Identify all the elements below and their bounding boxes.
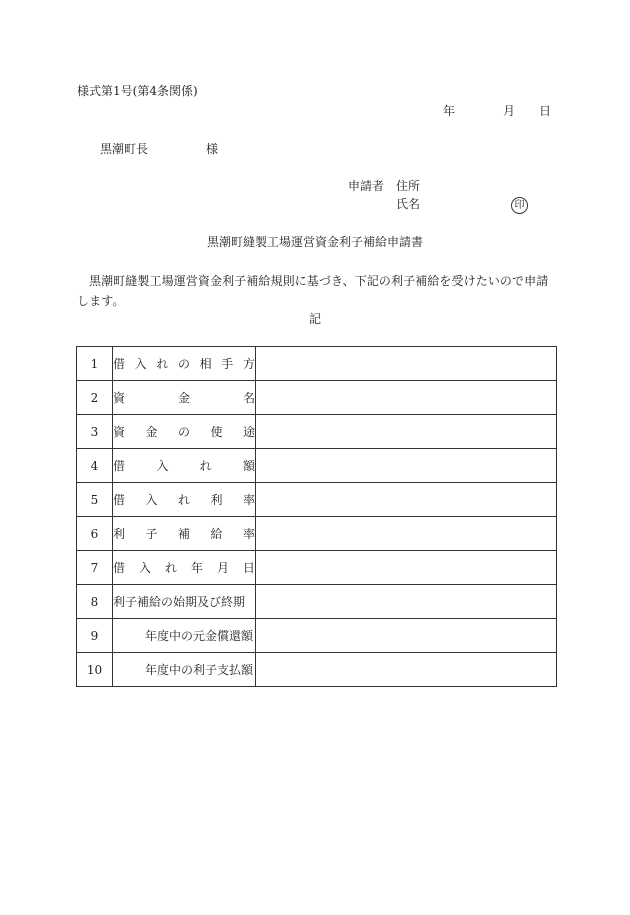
date-day: 日 [539, 104, 552, 118]
row-label [113, 381, 256, 415]
row-value-field[interactable] [256, 551, 557, 585]
date-month: 月 [503, 104, 516, 118]
row-number: 5 [77, 483, 113, 517]
table-row [77, 653, 557, 687]
row-label [113, 551, 256, 585]
row-number: 10 [77, 653, 113, 687]
row-number: 2 [77, 381, 113, 415]
addressee [100, 142, 218, 156]
row-value-field[interactable] [256, 381, 557, 415]
row-number: 9 [77, 619, 113, 653]
table-row [77, 517, 557, 551]
row-value-field[interactable] [256, 415, 557, 449]
form-number: 様式第1号(第4条関係) [77, 84, 198, 98]
row-number: 7 [77, 551, 113, 585]
addressee-honorific: 様 [206, 142, 219, 156]
items-table [76, 346, 557, 687]
table-row [77, 483, 557, 517]
row-number: 8 [77, 585, 113, 619]
row-label [113, 619, 256, 653]
row-value-field[interactable] [256, 517, 557, 551]
table-row [77, 551, 557, 585]
row-label-text: 資 金 名 [113, 391, 255, 405]
table-row [77, 619, 557, 653]
ki-heading: 記 [308, 312, 321, 326]
row-value-field[interactable] [256, 347, 557, 381]
document-title: 黒潮町縫製工場運営資金利子補給申請書 [206, 235, 423, 249]
row-label-text: 借 入 れ の 相 手 方 [113, 357, 255, 371]
seal-mark: 印 [511, 197, 528, 214]
row-label [113, 653, 256, 687]
applicant-address-line [348, 179, 420, 193]
row-value-field[interactable] [256, 449, 557, 483]
table-row [77, 585, 557, 619]
date-year: 年 [443, 104, 456, 118]
row-value-field[interactable] [256, 653, 557, 687]
table-row [77, 347, 557, 381]
applicant-name-line [396, 197, 420, 211]
row-label [113, 483, 256, 517]
row-label-text: 年度中の利子支払額 [144, 663, 253, 677]
row-label [113, 449, 256, 483]
row-label-text: 利子補給の始期及び終期 [113, 595, 246, 609]
addressee-office: 黒潮町長 [100, 142, 149, 156]
address-label: 住所 [396, 179, 421, 193]
row-number: 4 [77, 449, 113, 483]
row-label [113, 415, 256, 449]
row-label-text: 借 入 れ 利 率 [113, 493, 255, 507]
table-row [77, 449, 557, 483]
row-label [113, 517, 256, 551]
row-label [113, 585, 256, 619]
date-line [443, 104, 551, 118]
applicant-role: 申請者 [348, 179, 385, 193]
row-label [113, 347, 256, 381]
name-label: 氏名 [396, 197, 421, 211]
row-label-text: 利 子 補 給 率 [113, 527, 255, 541]
row-label-text: 年度中の元金償還額 [144, 629, 253, 643]
row-value-field[interactable] [256, 585, 557, 619]
row-number: 1 [77, 347, 113, 381]
body-text: 黒潮町縫製工場運営資金利子補給規則に基づき、下記の利子補給を受けたいので申請します。 [77, 274, 549, 308]
row-number: 6 [77, 517, 113, 551]
table-row [77, 415, 557, 449]
row-value-field[interactable] [256, 483, 557, 517]
row-label-text: 借 入 れ 額 [113, 459, 255, 473]
row-label-text: 資 金 の 使 途 [113, 425, 255, 439]
row-value-field[interactable] [256, 619, 557, 653]
table-row [77, 381, 557, 415]
row-label-text: 借 入 れ 年 月 日 [113, 561, 255, 575]
row-number: 3 [77, 415, 113, 449]
